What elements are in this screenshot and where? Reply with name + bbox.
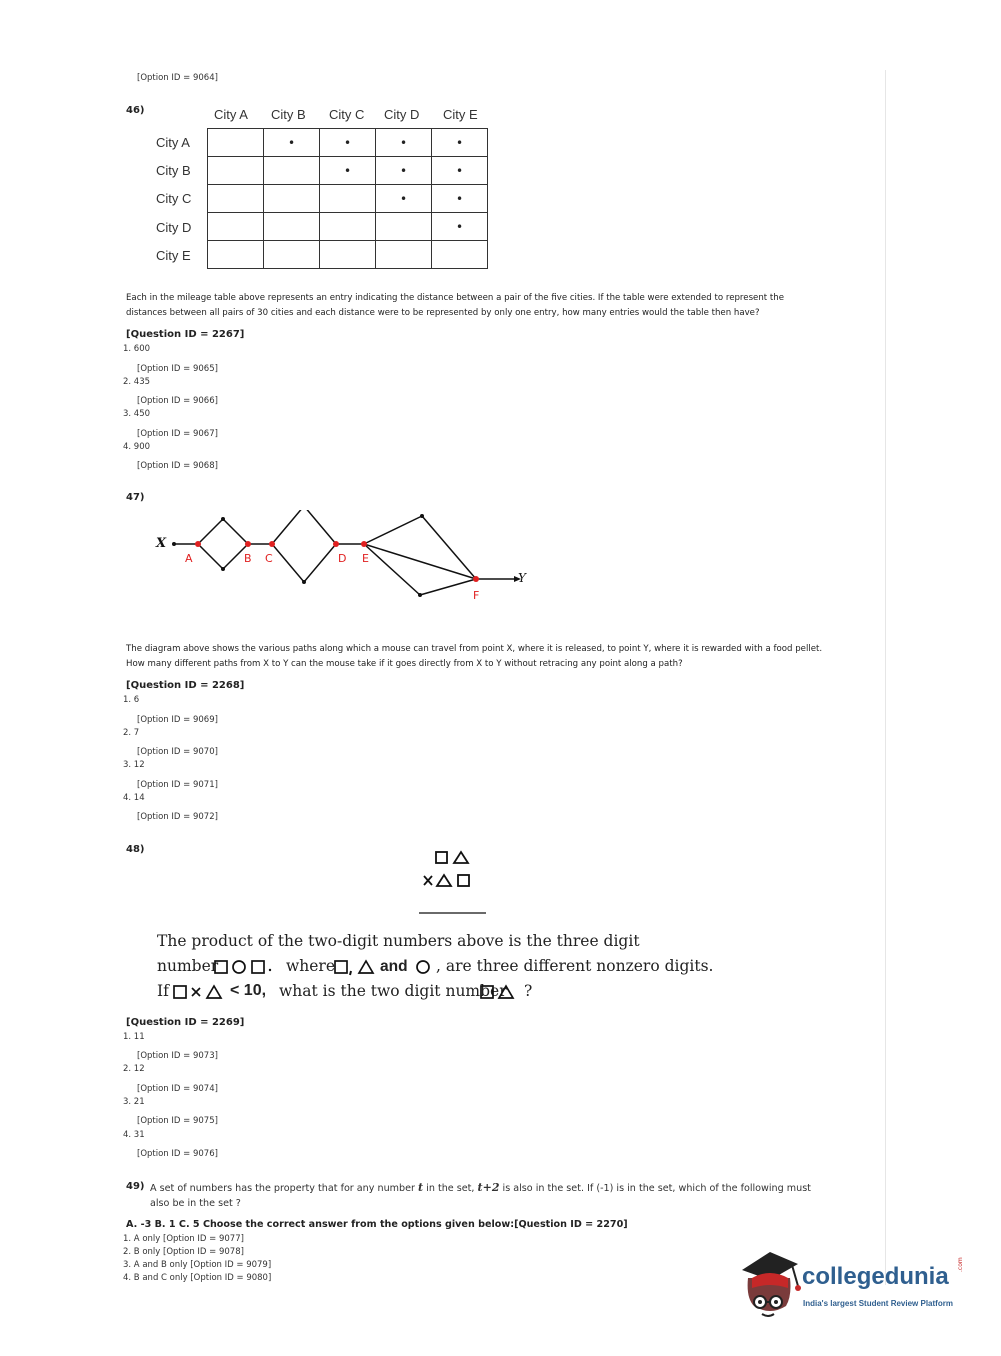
option-label: 4. 14 — [123, 793, 145, 803]
table-cell: • — [264, 129, 320, 157]
table-row — [208, 213, 488, 241]
table-cell: • — [432, 157, 488, 185]
mileage-table — [207, 128, 488, 269]
option-id: [Option ID = 9064] — [137, 73, 218, 83]
question-number: 46) — [126, 105, 145, 116]
point-label-x: X — [156, 536, 167, 551]
table-cell: • — [376, 185, 432, 213]
table-cell — [264, 213, 320, 241]
option-id: [Option ID = 9074] — [137, 1084, 218, 1094]
table-cell — [376, 241, 432, 269]
square-times-triangle-symbols — [172, 983, 230, 1001]
table-cell — [320, 185, 376, 213]
col-header: City C — [329, 107, 365, 122]
option-id: [Option ID = 9067] — [137, 429, 218, 439]
option-label: 2. 435 — [123, 377, 151, 387]
col-header: City D — [384, 107, 420, 122]
square-triangle-symbols — [333, 958, 377, 976]
table-row — [208, 241, 488, 269]
table-cell — [208, 241, 264, 269]
col-header: City B — [271, 107, 306, 122]
question-text-part: is also in the set. If (-1) is in the set, which of the following must — [502, 1183, 811, 1194]
problem-text: ? — [524, 982, 533, 1000]
option-id: [Option ID = 9065] — [137, 364, 218, 374]
row-header: City E — [156, 248, 191, 263]
question-number: 47) — [126, 492, 145, 503]
option-id: [Option ID = 9073] — [137, 1051, 218, 1061]
expression: t+2 — [477, 1181, 500, 1194]
brand-suffix: .com — [957, 1257, 964, 1272]
question-text: The diagram above shows the various paths along which a mouse can travel from point X, where it is released, to point Y, where it is rewarded with a food pellet. — [126, 644, 823, 654]
question-text: Each in the mileage table above represents an entry indicating the distance between a pair of the five cities. If the table were extended to represent the — [126, 293, 784, 303]
table-cell — [264, 185, 320, 213]
point-label-b: B — [244, 552, 252, 565]
point-label-a: A — [185, 552, 193, 565]
option-label: 1. 11 — [123, 1032, 145, 1042]
table-cell: • — [432, 129, 488, 157]
option-label: 3. A and B only [Option ID = 9079] — [123, 1260, 272, 1270]
brand-tagline: India's largest Student Review Platform — [803, 1299, 953, 1308]
question-text — [150, 1181, 811, 1194]
point-label-f: F — [473, 589, 480, 602]
table-cell — [320, 213, 376, 241]
option-label: 1. 6 — [123, 695, 140, 705]
table-cell — [208, 129, 264, 157]
option-label: 3. 12 — [123, 760, 145, 770]
table-cell: • — [320, 129, 376, 157]
table-cell — [264, 157, 320, 185]
question-number: 49) — [126, 1181, 145, 1192]
option-label: 2. 12 — [123, 1064, 145, 1074]
point-label-e: E — [362, 552, 369, 565]
option-id: [Option ID = 9072] — [137, 812, 218, 822]
question-id: [Question ID = 2267] — [126, 329, 245, 340]
option-label: 3. 21 — [123, 1097, 145, 1107]
table-cell — [264, 241, 320, 269]
table-cell — [208, 213, 264, 241]
problem-text: < 10, — [230, 982, 267, 999]
problem-text: If — [157, 982, 169, 1000]
problem-text: , are three different nonzero digits. — [436, 957, 714, 975]
table-cell — [320, 241, 376, 269]
table-row — [208, 129, 488, 157]
option-id: [Option ID = 9070] — [137, 747, 218, 757]
col-header: City E — [443, 107, 478, 122]
option-label: 4. 31 — [123, 1130, 145, 1140]
table-cell — [208, 157, 264, 185]
problem-text: what is the two digit number — [279, 982, 507, 1000]
square-circle-square-symbols — [213, 958, 273, 976]
option-id: [Option ID = 9071] — [137, 780, 218, 790]
question-id: [Question ID = 2269] — [126, 1017, 245, 1028]
col-header: City A — [214, 107, 248, 122]
question-text-part: in the set, — [426, 1183, 475, 1194]
question-number: 48) — [126, 844, 145, 855]
table-row — [208, 157, 488, 185]
table-cell — [432, 241, 488, 269]
problem-text: number — [157, 957, 219, 975]
question-text: distances between all pairs of 30 cities and each distance were to be represented by only one entry, how many entries would the table then have? — [126, 308, 760, 318]
option-label: 4. B and C only [Option ID = 9080] — [123, 1273, 272, 1283]
page-margin-line — [885, 70, 886, 1285]
problem-text: where — [286, 957, 336, 975]
table-row — [208, 185, 488, 213]
square-triangle-symbols — [479, 983, 519, 1001]
option-label: 3. 450 — [123, 409, 151, 419]
table-cell: • — [432, 185, 488, 213]
option-label: 2. B only [Option ID = 9078] — [123, 1247, 244, 1257]
option-id: [Option ID = 9069] — [137, 715, 218, 725]
point-label-y: Y — [518, 571, 526, 585]
question-text: also be in the set ? — [150, 1198, 241, 1209]
option-label: 4. 900 — [123, 442, 151, 452]
option-label: 1. 600 — [123, 344, 151, 354]
option-label: 2. 7 — [123, 728, 140, 738]
circle-symbol — [414, 958, 432, 976]
problem-text-line: The product of the two-digit numbers above is the three digit — [157, 932, 640, 950]
table-cell: • — [432, 213, 488, 241]
brand-name: collegedunia — [802, 1263, 949, 1290]
table-cell — [208, 185, 264, 213]
question-id: [Question ID = 2268] — [126, 680, 245, 691]
question-text-part: A set of numbers has the property that for any number — [150, 1183, 415, 1194]
option-id: [Option ID = 9068] — [137, 461, 218, 471]
variable-t: t — [418, 1181, 424, 1194]
table-cell: • — [320, 157, 376, 185]
row-header: City C — [156, 191, 192, 206]
point-label-c: C — [265, 552, 273, 565]
option-id: [Option ID = 9066] — [137, 396, 218, 406]
problem-text: and — [380, 958, 408, 975]
question-text: How many different paths from X to Y can the mouse take if it goes directly from X to Y without retracing any point along a path? — [126, 659, 683, 669]
row-header: City B — [156, 163, 191, 178]
option-label: 1. A only [Option ID = 9077] — [123, 1234, 244, 1244]
option-id: [Option ID = 9075] — [137, 1116, 218, 1126]
row-header: City A — [156, 135, 190, 150]
row-header: City D — [156, 220, 192, 235]
mascot-logo-icon — [740, 1248, 802, 1320]
table-cell: • — [376, 129, 432, 157]
point-label-d: D — [338, 552, 347, 565]
multiplication-figure — [415, 845, 490, 920]
table-cell: • — [376, 157, 432, 185]
question-choices: A. -3 B. 1 C. 5 Choose the correct answer from the options given below:[Question ID = 2270] — [126, 1219, 628, 1230]
option-id: [Option ID = 9076] — [137, 1149, 218, 1159]
table-cell — [376, 213, 432, 241]
